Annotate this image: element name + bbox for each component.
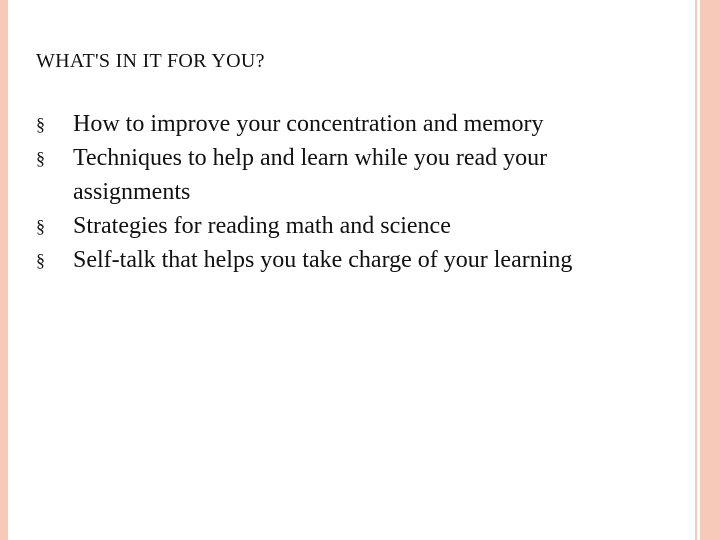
- right-border-stripe: [697, 0, 700, 540]
- bullet-item-self-talk: [36, 243, 656, 277]
- bullet-marker: §: [36, 114, 45, 134]
- bullet-marker: §: [36, 250, 45, 270]
- bullet-item-techniques: [36, 141, 656, 209]
- bullet-text: Strategies for reading math and science: [73, 213, 451, 239]
- bullet-text: Self-talk that helps you take charge of your learning: [73, 247, 573, 273]
- bullet-marker: §: [36, 148, 45, 168]
- bullet-list: [36, 107, 656, 277]
- bullet-marker: §: [36, 216, 45, 236]
- bullet-item-concentration: [36, 107, 656, 141]
- bullet-item-strategies: [36, 209, 656, 243]
- bullet-text: How to improve your concentration and memory: [73, 111, 544, 137]
- left-decorative-border: [0, 0, 8, 540]
- slide-title: WHAT'S IN IT FOR YOU?: [36, 50, 265, 72]
- bullet-text: Techniques to help and learn while you read your assignments: [73, 145, 548, 205]
